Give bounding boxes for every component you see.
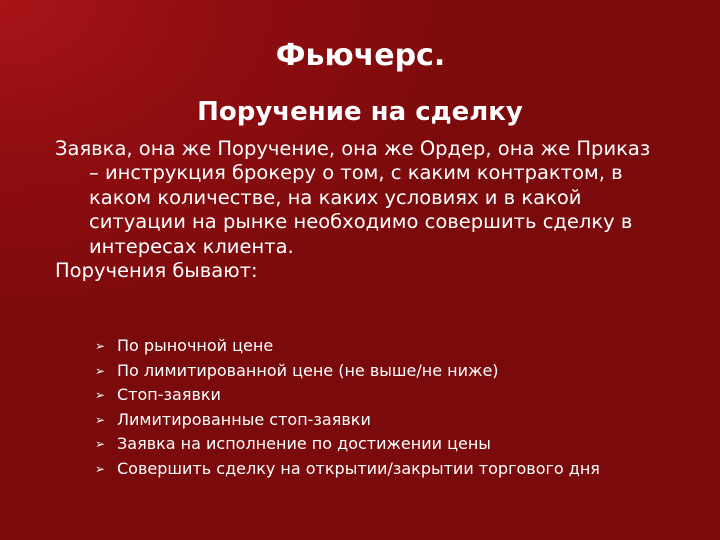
- arrow-head-icon: ➢: [95, 461, 106, 476]
- arrow-head-icon: ➢: [95, 412, 106, 427]
- list-item: [95, 432, 600, 457]
- slide-title: [0, 36, 720, 130]
- slide-body: [55, 137, 655, 283]
- title-line-1: Фьючерс.: [275, 38, 446, 73]
- list-item-text: По лимитированной цене (не выше/не ниже): [117, 360, 499, 380]
- list-item-text: По рыночной цене: [117, 336, 274, 355]
- title-line-2: Поручение на сделку: [197, 97, 523, 127]
- list-item: [95, 359, 600, 384]
- order-types-intro: Поручения бывают:: [55, 259, 258, 283]
- order-types-list: [95, 334, 600, 481]
- list-item-text: Стоп-заявки: [117, 385, 221, 404]
- arrow-head-icon: ➢: [95, 388, 106, 402]
- list-item-text: Лимитированные стоп-заявки: [117, 409, 371, 429]
- list-item-text: Совершить сделку на открытии/закрытии торгового дня: [117, 458, 600, 478]
- arrow-head-icon: ➢: [95, 437, 106, 451]
- list-item: [95, 334, 600, 359]
- arrow-head-icon: ➢: [95, 363, 106, 378]
- list-item: [95, 383, 600, 408]
- arrow-head-icon: ➢: [95, 339, 106, 353]
- definition-paragraph: Заявка, она же Поручение, она же Ордер, она же Приказ – инструкция брокеру о том, с каким контрактом, в каком количестве, на каких условиях и в какой ситуации на рынке необходимо совершить сделку в интересах клиента.: [55, 137, 651, 258]
- list-item: [95, 408, 600, 433]
- list-item: [95, 457, 600, 482]
- list-item-text: Заявка на исполнение по достижении цены: [117, 434, 491, 453]
